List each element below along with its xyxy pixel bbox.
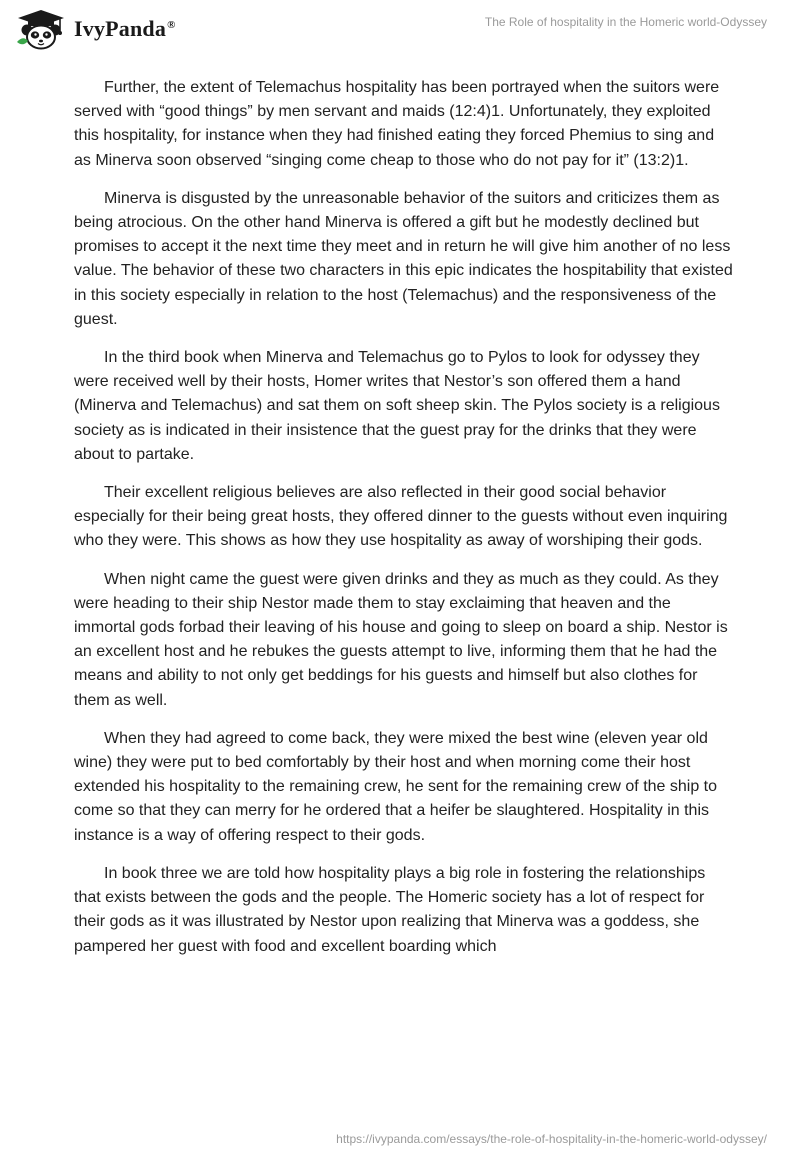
essay-body	[74, 76, 734, 973]
page-header	[0, 0, 800, 60]
paragraph-5: When night came the guest were given drinks and they as much as they could. As they were heading to their ship Nestor made them to stay exclaiming that heaven and the immortal gods forbad their leaving of his house and going to sleep on board a ship. Nestor is an excellent host and he rebukes the guests attempt to live, informing them that he had the means and ability to not only get beddings for his guests and himself but also clothes for them as well.	[74, 570, 728, 709]
panda-graduate-icon	[14, 8, 68, 50]
source-url[interactable]: https://ivypanda.com/essays/the-role-of-hospitality-in-the-homeric-world-odyssey/	[336, 1132, 767, 1146]
paragraph-4: Their excellent religious believes are also reflected in their good social behavior especially for their being great hosts, they offered dinner to the guests without even inquiring who they were. This shows as how they use hospitality as away of worshiping their gods.	[74, 484, 728, 550]
paragraph-1: Further, the extent of Telemachus hospitality has been portrayed when the suitors were served with “good things” by men servant and maids (12:4)1. Unfortunately, they exploited this hospitality, for instance when they had finished eating they forced Phemius to sing and as Minerva soon observed “singing come cheap to those who do not pay for it” (13:2)1.	[74, 79, 720, 169]
document-title: The Role of hospitality in the Homeric world-Odyssey	[484, 15, 767, 29]
ivypanda-logo[interactable]	[14, 8, 176, 50]
paragraph-6: When they had agreed to come back, they were mixed the best wine (eleven year old wine) they were put to bed comfortably by their host and when morning come their host extended his hospitality to the remaining crew, he sent for the remaining crew of the ship to come so that they can merry for he ordered that a heifer be slaughtered. Hospitality in this instance is a way of offering respect to their gods.	[74, 729, 718, 844]
brand-text: IvyPanda	[74, 16, 167, 41]
paragraph-3: In the third book when Minerva and Telemachus go to Pylos to look for odyssey they were received well by their hosts, Homer writes that Nestor’s son offered them a hand (Minerva and Telemachus) and sat them on soft sheep skin. The Pylos society is a religious society as is indicated in their insistence that the guest pray for the drinks that they were about to partake.	[74, 349, 720, 463]
paragraph-7: In book three we are told how hospitality plays a big role in fostering the relationships that exists between the gods and the people. The Homeric society has a lot of respect for their gods as it was illustrated by Nestor upon realizing that Minerva was a goddess, she pampered her guest with food and excellent boarding which	[74, 864, 706, 955]
registered-mark: ®	[167, 18, 176, 31]
brand-name	[74, 16, 176, 42]
paragraph-2: Minerva is disgusted by the unreasonable behavior of the suitors and criticizes them as being atrocious. On the other hand Minerva is offered a gift but he modestly declined but promises to accept it the next time they meet and in return he will give him another of no less value. The behavior of these two characters in this epic indicates the hospitability that existed in this society especially in relation to the host (Telemachus) and the responsiveness of the guest.	[74, 189, 733, 328]
